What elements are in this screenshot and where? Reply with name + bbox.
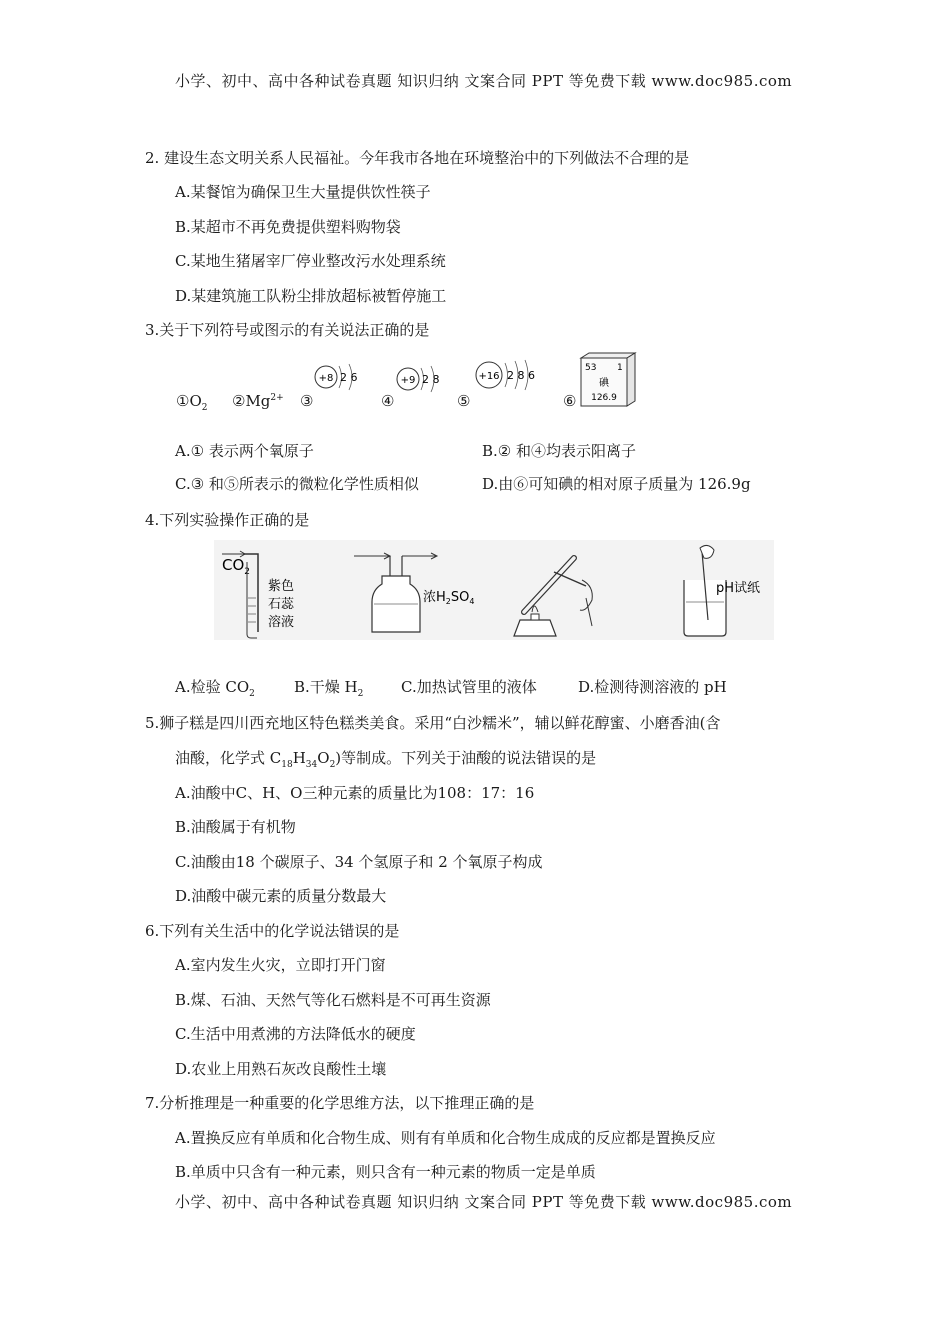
question-7-option-b: B.单质中只含有一种元素，则只含有一种元素的物质一定是单质: [175, 1163, 596, 1181]
question-6-option-d: D.农业上用熟石灰改良酸性土壤: [175, 1060, 387, 1078]
question-3-stem: 3.关于下列符号或图示的有关说法正确的是: [145, 321, 430, 339]
question-7-stem: 7.分析推理是一种重要的化学思维方法，以下推理正确的是: [145, 1094, 535, 1112]
question-6-stem: 6.下列有关生活中的化学说法错误的是: [145, 922, 400, 940]
question-7-option-a: A.置换反应有单质和化合物生成、则有有单质和化合物生成成的反应都是置换反应: [175, 1129, 716, 1147]
atom-4-nucleus: +9: [400, 375, 416, 386]
question-4-option-a: A.检验 $CO_2$: [175, 678, 255, 699]
question-5-option-b: B.油酸属于有机物: [175, 818, 296, 836]
question-6-option-c: C.生活中用煮沸的方法降低水的硬度: [175, 1025, 416, 1043]
atom-4-shells: 2 8: [422, 373, 440, 386]
question-4-option-d: D.检测待测溶液的 pH: [578, 678, 727, 696]
question-3-option-a: A.① 表示两个氧原子: [175, 442, 314, 460]
question-3-option-d: D.由⑥可知碘的相对原子质量为 126.9g: [482, 475, 751, 493]
atom-diagram-oxygen: [312, 360, 362, 400]
fig-liquid-label-3: 溶液: [268, 615, 295, 630]
atom-diagram-fluorine: [394, 362, 444, 402]
fig-liquid-label-1: 紫色: [268, 579, 295, 594]
symbol-4: ④: [381, 392, 395, 410]
question-5-option-c: C.油酸由18 个碳原子、34 个氢原子和 2 个氧原子构成: [175, 853, 543, 871]
question-3-option-c: C.③ 和⑤所表示的微粒化学性质相似: [175, 475, 419, 493]
question-2-option-c: C.某地生猪屠宰厂停业整改污水处理系统: [175, 252, 446, 270]
atom-diagram-sulfur: [472, 358, 552, 398]
element-mass: 126.9: [591, 393, 617, 403]
question-2-stem: 2. 建设生态文明关系人民福祉。今年我市各地在环境整治中的下列做法不合理的是: [145, 149, 690, 167]
question-4-option-c: C.加热试管里的液体: [401, 678, 537, 696]
symbol-6: ⑥: [563, 392, 577, 410]
question-2-option-a: A.某餐馆为确保卫生大量提供饮性筷子: [175, 183, 431, 201]
question-5-stem-line-2: 油酸，化学式 $C_{18}H_{34}O_2$)等制成。下列关于油酸的说法错误的是: [175, 749, 597, 770]
element-number: 53: [585, 363, 597, 373]
element-name: 碘: [599, 378, 609, 389]
symbol-2: $②Mg^{2+}$: [232, 392, 284, 410]
atom-5-nucleus: +16: [478, 371, 500, 382]
question-5-option-d: D.油酸中碳元素的质量分数最大: [175, 887, 387, 905]
question-6-option-a: A.室内发生火灾，立即打开门窗: [175, 956, 386, 974]
question-4-stem: 4.下列实验操作正确的是: [145, 511, 310, 529]
symbol-5: ⑤: [457, 392, 471, 410]
element-valence: 1: [617, 363, 623, 373]
symbol-1: $①O_2$: [176, 392, 208, 413]
fig-co2-label: $CO_2$: [222, 556, 251, 577]
atom-5-shells: 2 8 6: [507, 369, 535, 382]
fig-ph-paper-label: pH试纸: [716, 581, 761, 596]
periodic-element-cell-iodine: [579, 352, 639, 412]
question-4-option-b: B.干燥 $H_2$: [294, 678, 364, 699]
atom-3-nucleus: +8: [318, 373, 334, 384]
fig-liquid-label-2: 石蕊: [268, 597, 295, 612]
page-header: 小学、初中、高中各种试卷真题 知识归纳 文案合同 PPT 等免费下载 www.doc985.com: [175, 72, 793, 90]
question-5-option-a: A.油酸中C、H、O三种元素的质量比为108：17：16: [175, 784, 535, 802]
question-5-stem-line-1: 5.狮子糕是四川西充地区特色糕类美食。采用“白沙糯米”，辅以鲜花醇蜜、小磨香油(含: [145, 714, 721, 732]
question-3-option-b: B.② 和④均表示阳离子: [482, 442, 637, 460]
symbol-3: ③: [300, 392, 314, 410]
lab-operations-figure: [214, 540, 774, 640]
question-2-option-b: B.某超市不再免费提供塑料购物袋: [175, 218, 401, 236]
question-2-option-d: D.某建筑施工队粉尘排放超标被暂停施工: [175, 287, 447, 305]
fig-acid-label: 浓$H_2SO_4$: [423, 590, 475, 606]
atom-3-shells: 2 6: [340, 371, 358, 384]
question-6-option-b: B.煤、石油、天然气等化石燃料是不可再生资源: [175, 991, 491, 1009]
page-footer: 小学、初中、高中各种试卷真题 知识归纳 文案合同 PPT 等免费下载 www.doc985.com: [175, 1193, 793, 1211]
